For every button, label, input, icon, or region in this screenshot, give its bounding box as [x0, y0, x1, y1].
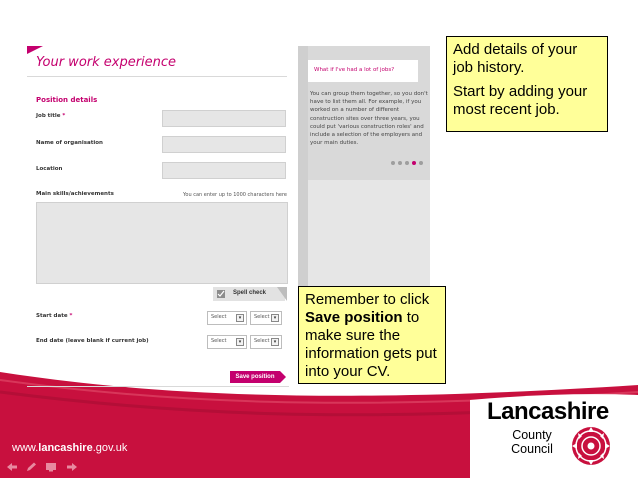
forward-arrow-icon[interactable]	[66, 462, 78, 472]
save-arrow-icon	[280, 371, 286, 383]
organisation-input[interactable]	[162, 136, 286, 153]
start-month-select[interactable]: Select ▾	[207, 311, 247, 325]
location-label: Location	[36, 166, 63, 172]
position-details-heading: Position details	[36, 96, 98, 104]
save-position-button[interactable]: Save position	[230, 371, 280, 383]
divider	[27, 76, 287, 77]
job-title-input[interactable]	[162, 110, 286, 127]
logo-subtitle: County Council	[511, 428, 553, 456]
screen-icon[interactable]	[45, 462, 57, 472]
callout-line: Add details of your job history.	[453, 41, 578, 76]
tips-panel-lower	[298, 180, 430, 286]
spell-check-label: Spell check	[233, 290, 267, 296]
site-url[interactable]: www.lancashire.gov.uk	[12, 442, 128, 454]
spell-check-icon	[216, 289, 226, 299]
location-input[interactable]	[162, 162, 286, 179]
page-dot-active[interactable]	[412, 161, 416, 165]
job-title-label: Job title *	[36, 113, 66, 119]
tips-panel-tab	[298, 46, 308, 286]
instruction-callout	[446, 36, 608, 132]
red-rose-emblem-icon	[566, 424, 616, 468]
skills-label: Main skills/achievements	[36, 191, 114, 197]
divider	[27, 386, 289, 387]
section-title: Your work experience	[36, 55, 177, 70]
pen-icon[interactable]	[25, 462, 37, 472]
skills-hint: You can enter up to 1000 characters here	[183, 192, 287, 198]
start-year-select[interactable]: Select ▾	[250, 311, 282, 325]
callout-line: Start by adding your most recent job.	[453, 83, 588, 118]
end-date-label: End date (leave blank if current job)	[36, 338, 149, 344]
section-flag	[27, 46, 43, 54]
save-reminder-callout: Remember to click Save position to make sure the information gets put into your CV.	[298, 286, 446, 384]
back-arrow-icon[interactable]	[6, 462, 18, 472]
end-month-select[interactable]: Select ▾	[207, 335, 247, 349]
spell-check-corner	[277, 287, 287, 301]
skills-textarea[interactable]	[36, 202, 288, 284]
tips-question: What if I've had a lot of jobs?	[314, 67, 395, 73]
page-dot[interactable]	[419, 161, 423, 165]
page-dot[interactable]	[398, 161, 402, 165]
page-dot[interactable]	[391, 161, 395, 165]
end-year-select[interactable]: Select ▾	[250, 335, 282, 349]
page-dot[interactable]	[405, 161, 409, 165]
organisation-label: Name of organisation	[36, 140, 103, 146]
logo-wordmark: Lancashire	[487, 398, 609, 425]
start-date-label: Start date *	[36, 313, 73, 319]
tips-body: You can group them together, so you don't have to list them all. For example, if you worked on a number of different construction sites over three years, you could put 'various construction roles' and include a selection of the employers and your main duties.	[310, 91, 428, 147]
